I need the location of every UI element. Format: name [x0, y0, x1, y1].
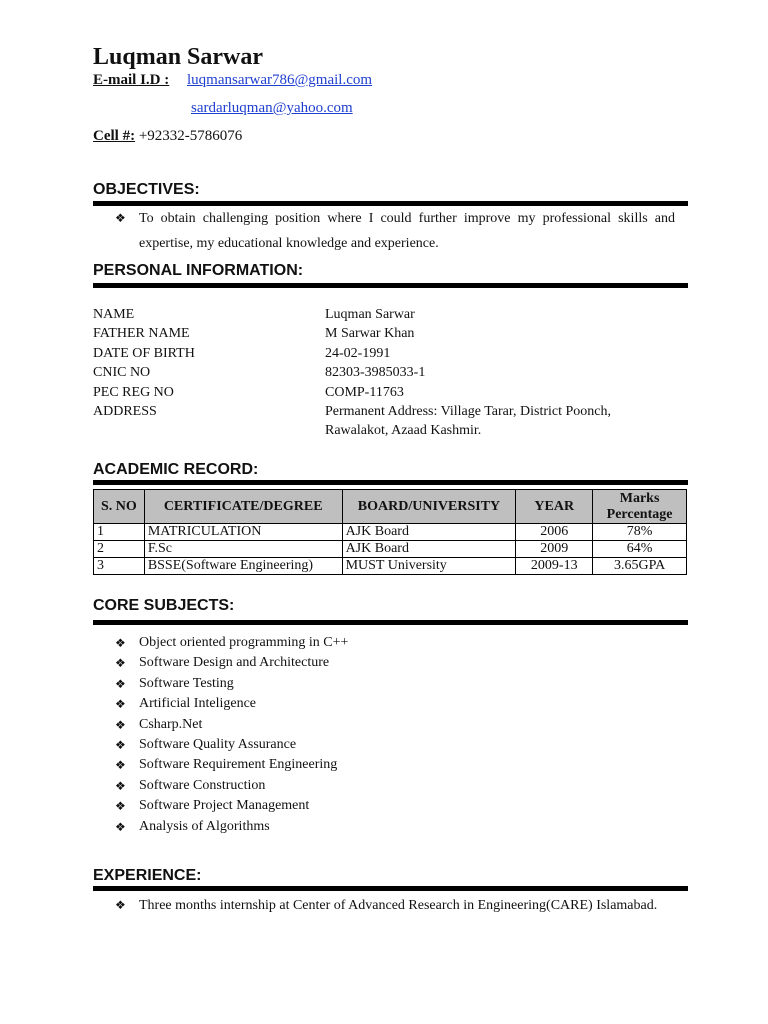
subject-label: Software Construction [139, 777, 266, 793]
subject-label: Analysis of Algorithms [139, 818, 270, 834]
diamond-bullet-icon: ❖ [115, 799, 126, 814]
subject-label: Software Quality Assurance [139, 736, 297, 752]
table-cell: AJK Board [342, 524, 516, 541]
personal-heading: PERSONAL INFORMATION: [93, 262, 304, 279]
subject-label: Software Design and Architecture [139, 655, 330, 671]
table-cell: F.Sc [144, 541, 342, 558]
table-cell: 1 [94, 524, 145, 541]
diamond-bullet-icon: ❖ [115, 778, 126, 793]
core-heading: CORE SUBJECTS: [93, 597, 235, 614]
pi-key: ADDRESS [93, 404, 157, 419]
diamond-bullet-icon: ❖ [115, 717, 126, 732]
pi-value: 24-02-1991 [325, 345, 391, 361]
objectives-text: To obtain challenging position where I could further improve my professional skills and expertise, my educational knowledge and experience. [139, 211, 675, 251]
column-header: YEAR [516, 490, 593, 524]
email-primary-link[interactable]: luqmansarwar786@gmail.com [187, 72, 373, 88]
pi-key: CNIC NO [93, 365, 151, 381]
diamond-bullet-icon: ❖ [115, 898, 126, 912]
diamond-bullet-icon: ❖ [115, 697, 126, 712]
table-row [94, 541, 687, 558]
pi-value: Permanent Address: Village Tarar, District Poonch, [325, 404, 611, 419]
academic-table [93, 489, 687, 575]
pi-key: NAME [93, 307, 135, 322]
diamond-bullet-icon: ❖ [115, 819, 126, 834]
diamond-bullet-icon: ❖ [115, 636, 126, 650]
column-header: S. NO [94, 490, 145, 524]
email-secondary-row [191, 100, 353, 117]
table-row [94, 524, 687, 541]
column-header: BOARD/UNIVERSITY [342, 490, 516, 524]
table-header-row [94, 490, 687, 524]
column-header: Marks Percentage [593, 490, 687, 524]
pi-value-continued: Rawalakot, Azaad Kashmir. [325, 423, 482, 439]
table-cell: 3.65GPA [593, 558, 687, 575]
pi-key: FATHER NAME [93, 326, 190, 342]
table-cell: MUST University [342, 558, 516, 575]
personal-rule [93, 283, 688, 288]
academic-rule [93, 480, 688, 485]
pi-key: DATE OF BIRTH [93, 345, 195, 361]
cell-row [93, 128, 242, 145]
subject-label: Csharp.Net [139, 716, 203, 732]
objectives-heading: OBJECTIVES: [93, 181, 200, 198]
diamond-bullet-icon: ❖ [115, 758, 126, 773]
objectives-item [115, 206, 675, 256]
subject-label: Software Testing [139, 675, 234, 691]
subject-label: Software Project Management [139, 798, 310, 814]
table-cell: 2009 [516, 541, 593, 558]
cell-label: Cell #: [93, 128, 136, 144]
email-secondary-link[interactable]: sardarluqman@yahoo.com [191, 100, 353, 116]
diamond-bullet-icon: ❖ [115, 211, 126, 225]
diamond-bullet-icon: ❖ [115, 737, 126, 752]
academic-heading: ACADEMIC RECORD: [93, 461, 259, 478]
table-cell: 78% [593, 524, 687, 541]
pi-value: 82303-3985033-1 [325, 365, 426, 381]
table-cell: BSSE(Software Engineering) [144, 558, 342, 575]
email-label: E-mail I.D : [93, 72, 170, 88]
email-row [93, 72, 169, 89]
table-cell: MATRICULATION [144, 524, 342, 541]
pi-value: M Sarwar Khan [325, 326, 415, 342]
pi-value: Luqman Sarwar [325, 307, 415, 322]
table-cell: 3 [94, 558, 145, 575]
subject-label: Artificial Inteligence [139, 696, 256, 712]
pi-key: PEC REG NO [93, 384, 174, 400]
subject-label: Software Requirement Engineering [139, 757, 338, 773]
cell-value: +92332-5786076 [138, 128, 243, 144]
table-cell: AJK Board [342, 541, 516, 558]
table-row [94, 558, 687, 575]
core-rule [93, 620, 688, 625]
subject-label: Object oriented programming in C++ [139, 635, 349, 650]
column-header: CERTIFICATE/DEGREE [144, 490, 342, 524]
email-primary-row [187, 72, 372, 89]
experience-text: Three months internship at Center of Advanced Research in Engineering(CARE) Islamabad. [139, 898, 658, 913]
experience-heading: EXPERIENCE: [93, 867, 202, 884]
diamond-bullet-icon: ❖ [115, 676, 126, 691]
pi-value: COMP-11763 [325, 384, 404, 400]
table-cell: 64% [593, 541, 687, 558]
table-cell: 2006 [516, 524, 593, 541]
table-cell: 2009-13 [516, 558, 593, 575]
table-cell: 2 [94, 541, 145, 558]
experience-rule [93, 886, 688, 891]
diamond-bullet-icon: ❖ [115, 656, 126, 671]
experience-item [115, 893, 675, 918]
candidate-name: Luqman Sarwar [93, 44, 264, 70]
